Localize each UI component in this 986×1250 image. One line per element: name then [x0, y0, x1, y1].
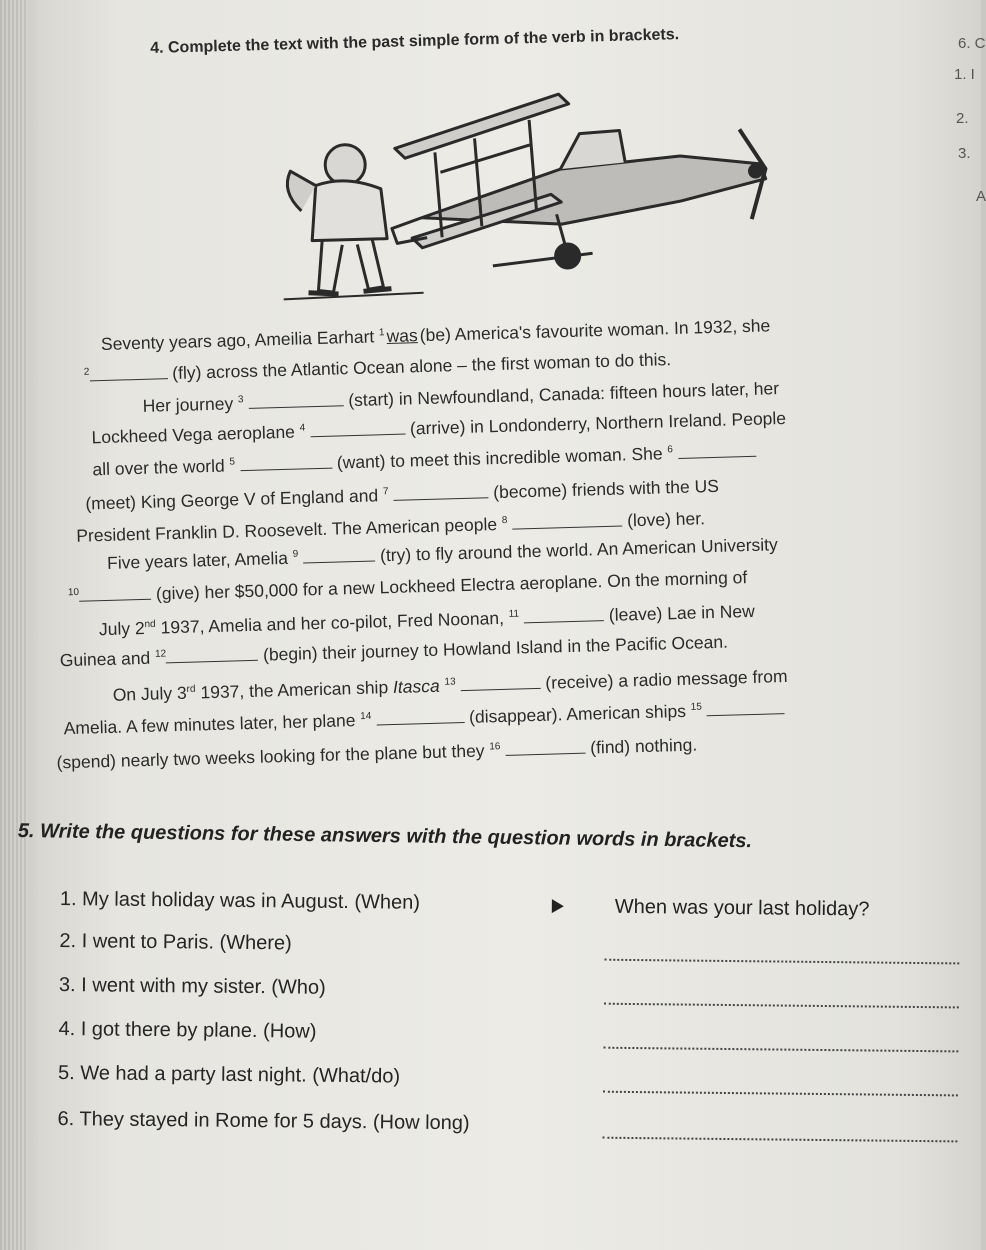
answer-line-5[interactable] — [603, 1090, 958, 1097]
text-line-3: Her journey $^3$ (start) in Newfoundland, Canada: fifteen hours later, her — [142, 378, 780, 416]
text-line-11: Guinea and $^{12}$ (begin) their journey to Howland Island in the Pacific Ocean. — [59, 631, 729, 671]
blank-11[interactable] — [524, 604, 604, 623]
text-line-9: $^{10}$ (give) her $50,000 for a new Lockheed Electra aeroplane. On the morning of — [67, 567, 748, 604]
blank-4[interactable] — [310, 418, 405, 438]
answer-item-1[interactable]: When was your last holiday? — [614, 895, 870, 921]
text-line-12: On July 3rd 1937, the American ship Itasca $^{13}$ (receive) a radio message from — [112, 665, 788, 705]
question-item-3: 3. I went with my sister. (Who) — [58, 973, 326, 999]
exercise-5-title: 5. Write the questions for these answers with the question words in brackets. — [17, 820, 753, 853]
book-page-edges — [0, 0, 28, 1250]
question-item-4: 4. I got there by plane. (How) — [58, 1017, 317, 1043]
text-line-10: July 2nd 1937, Amelia and her co-pilot, Fred Noonan, $^{11}$ (leave) Lae in New — [98, 600, 755, 640]
side-note-1: 6. C — [958, 35, 986, 52]
question-item-2: 2. I went to Paris. (Where) — [59, 929, 292, 955]
side-note-4: 3. — [958, 145, 971, 162]
blank-14[interactable] — [376, 706, 464, 725]
blank-9[interactable] — [303, 544, 375, 563]
exercise-4-title: 4. Complete the text with the past simple form of the verb in brackets. — [150, 26, 680, 57]
answer-1[interactable]: was — [386, 325, 419, 347]
text-line-14: (spend) nearly two weeks looking for the plane but they $^{16}$ (find) nothing. — [56, 734, 698, 773]
answer-line-6[interactable] — [602, 1136, 957, 1143]
text-line-1: Seventy years ago, Ameilia Earhart $^1$was(be) America's favourite woman. In 1932, she — [100, 315, 771, 355]
blank-13[interactable] — [460, 672, 540, 691]
side-note-3: 2. — [956, 110, 969, 127]
amelia-earhart-airplane-illustration — [258, 68, 784, 312]
side-note-2: 1. I — [954, 66, 975, 83]
blank-7[interactable] — [393, 481, 488, 501]
text-line-7: President Franklin D. Roosevelt. The American people $^8$ (love) her. — [76, 508, 706, 546]
text-line-13: Amelia. A few minutes later, her plane $^{14}$ (disappear). American ships $^{15}$ — [63, 697, 785, 739]
blank-15[interactable] — [706, 697, 784, 716]
blank-3[interactable] — [248, 389, 343, 409]
exercise-5-list — [57, 888, 970, 1168]
blank-16[interactable] — [505, 737, 585, 756]
question-item-6: 6. They stayed in Rome for 5 days. (How long) — [57, 1107, 470, 1135]
text-line-8: Five years later, Amelia $^9$ (try) to fly around the world. An American University — [106, 534, 779, 573]
answer-line-4[interactable] — [603, 1046, 958, 1053]
blank-8[interactable] — [512, 510, 622, 530]
arrow-right-icon — [552, 899, 564, 913]
answer-line-2[interactable] — [604, 958, 959, 965]
answer-line-3[interactable] — [604, 1002, 959, 1009]
text-line-5: all over the world $^5$ (want) to meet this incredible woman. She $^6$ — [92, 440, 756, 481]
blank-12[interactable] — [166, 644, 258, 664]
blank-10[interactable] — [79, 583, 151, 602]
side-note-5: A — [976, 188, 986, 205]
text-line-4: Lockheed Vega aeroplane $^4$ (arrive) in Londonderry, Northern Ireland. People — [91, 407, 787, 448]
text-line-6: (meet) King George V of England and $^7$ (become) friends with the US — [85, 475, 720, 514]
blank-2[interactable] — [89, 362, 167, 381]
question-item-1: 1. My last holiday was in August. (When) — [59, 888, 421, 914]
text-line-2: $^2$ (fly) across the Atlantic Ocean alone – the first woman to do this. — [83, 349, 672, 384]
question-item-5: 5. We had a party last night. (What/do) — [57, 1061, 401, 1088]
blank-6[interactable] — [678, 440, 756, 459]
blank-5[interactable] — [240, 452, 332, 472]
exercise-4-text — [30, 284, 974, 810]
